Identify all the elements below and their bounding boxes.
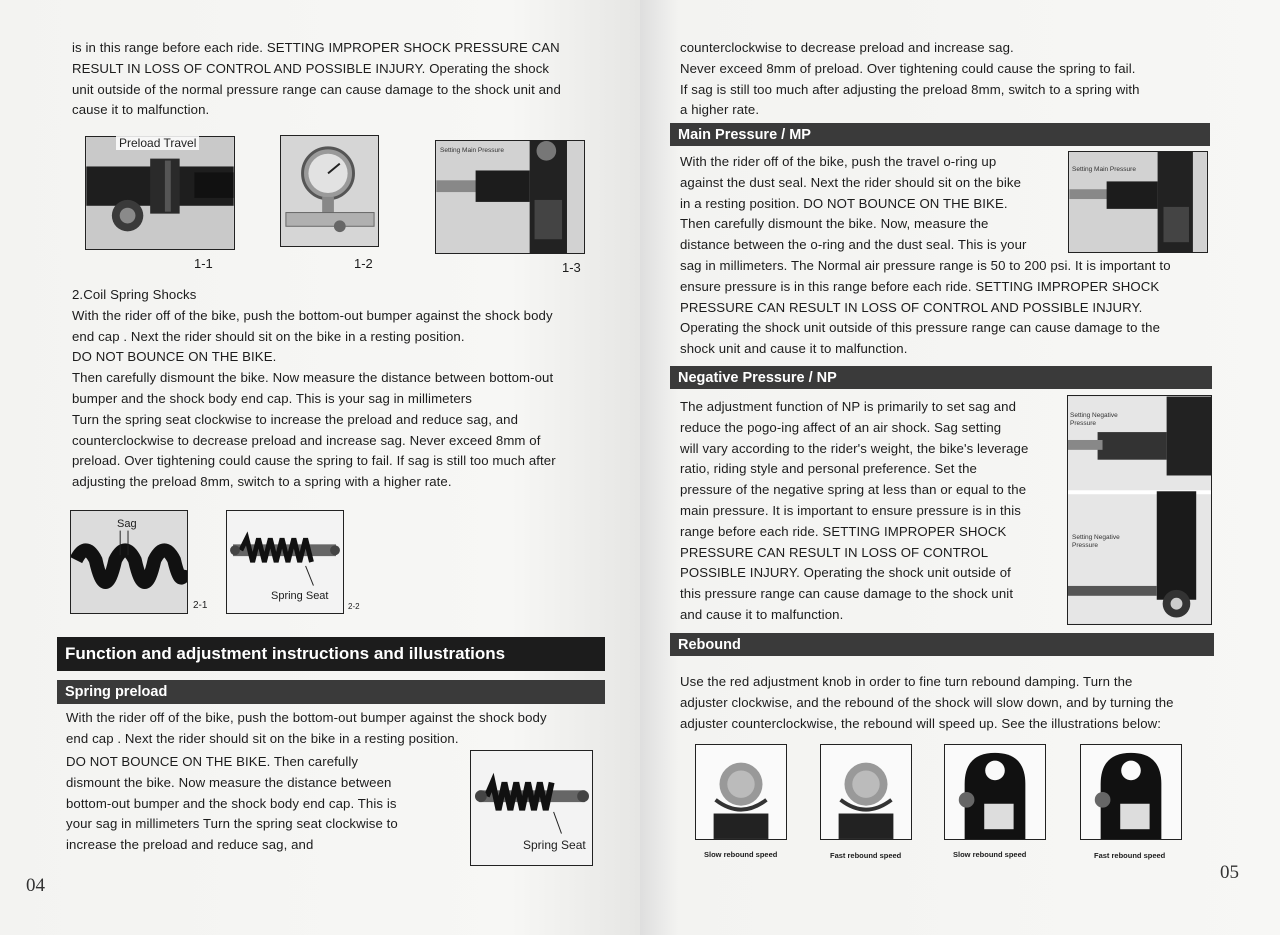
text-line: range before each ride. SETTING IMPROPER SHOCK xyxy=(680,523,1007,539)
right-intro-text xyxy=(680,38,1140,121)
spring-seat-label-2: Spring Seat xyxy=(271,590,329,602)
setting-main-pressure-label: Setting Main Pressure xyxy=(440,147,504,154)
text-line: 2.Coil Spring Shocks xyxy=(72,287,197,302)
label-line: Setting Negative xyxy=(1070,412,1118,419)
text-line: With the rider off of the bike, push the travel o-ring up xyxy=(680,154,997,169)
rebound-caption: Slow rebound speed xyxy=(704,850,778,859)
text-line: Turn the spring seat clockwise to increase the preload and reduce sag, and xyxy=(72,411,519,427)
section-title-function: Function and adjustment instructions and illustrations xyxy=(57,637,605,671)
main-pressure-text-wrap xyxy=(680,152,1027,256)
main-pressure-fig-label: Setting Main Pressure xyxy=(1072,166,1136,173)
sag-label: Sag xyxy=(117,518,137,530)
subsection-spring-preload: Spring preload xyxy=(57,680,605,704)
text-line: With the rider off of the bike, push the bottom-out bumper against the shock body xyxy=(66,710,547,725)
text-line: cause it to malfunction. xyxy=(72,102,210,118)
figure-rebound-knob xyxy=(695,744,787,840)
gauge-illustration xyxy=(281,136,378,246)
text-line: Then carefully dismount the bike. Now measure the distance between bottom-out xyxy=(72,370,554,386)
shock-photo-illustration xyxy=(86,137,234,249)
figure-setting-main-pressure xyxy=(435,140,585,254)
text-line: bottom-out bumper and the shock body end cap. This is xyxy=(66,795,397,811)
text-line: ensure pressure is in this range before each ride. SETTING IMPROPER SHOCK xyxy=(680,278,1160,294)
caption-1-1: 1-1 xyxy=(194,256,213,271)
preload-travel-label: Preload Travel xyxy=(116,136,199,150)
spring-preload-text-wrap xyxy=(66,752,398,856)
caption-1-3: 1-3 xyxy=(562,260,581,275)
rebound-caption: Fast rebound speed xyxy=(1094,851,1166,860)
text-line: DO NOT BOUNCE ON THE BIKE. Then carefully xyxy=(66,754,359,769)
text-line: adjuster clockwise, and the rebound of the shock will slow down, and by turning the xyxy=(680,694,1174,710)
figure-rebound-eyelet xyxy=(1080,744,1182,840)
figure-negative-pressure xyxy=(1067,395,1212,625)
text-line: will vary according to the rider's weight, the bike's leverage xyxy=(680,440,1029,456)
text-line: adjuster counterclockwise, the rebound will speed up. See the illustrations below: xyxy=(680,715,1162,731)
rebound-caption: Slow rebound speed xyxy=(953,850,1027,859)
figure-pressure-gauge xyxy=(280,135,379,247)
text-line: increase the preload and reduce sag, and xyxy=(66,837,314,853)
text-line: a higher rate. xyxy=(680,102,760,118)
text-line: PRESSURE CAN RESULT IN LOSS OF CONTROL xyxy=(680,544,989,560)
text-line: With the rider off of the bike, push the bottom-out bumper against the shock body xyxy=(72,307,553,323)
figure-rebound-eyelet xyxy=(944,744,1046,840)
text-line: counterclockwise to decrease preload and increase sag. xyxy=(680,40,1014,55)
pump-illustration xyxy=(436,141,584,253)
rebound-eyelet-illustration xyxy=(1081,745,1181,839)
subsection-rebound: Rebound xyxy=(670,633,1214,656)
text-line: counterclockwise to decrease preload and increase sag. Never exceed 8mm of xyxy=(72,432,541,448)
text-line: your sag in millimeters Turn the spring seat clockwise to xyxy=(66,816,398,832)
text-line: bumper and the shock body end cap. This is your sag in millimeters xyxy=(72,390,472,406)
text-line: Use the red adjustment knob in order to fine turn rebound damping. Turn the xyxy=(680,674,1133,689)
caption-2-2: 2-2 xyxy=(348,602,360,611)
text-line: reduce the pogo-ing affect of an air shock. Sag setting xyxy=(680,419,1002,435)
text-line: unit outside of the normal pressure range can cause damage to the shock unit and xyxy=(72,81,561,97)
figure-preload-travel xyxy=(85,136,235,250)
label-line: Pressure xyxy=(1070,420,1097,427)
rebound-eyelet-illustration xyxy=(945,745,1045,839)
spring-preload-text-full xyxy=(66,708,547,750)
text-line: shock unit and cause it to malfunction. xyxy=(680,341,908,357)
label-line: Pressure xyxy=(1072,542,1099,549)
page-number-left: 04 xyxy=(26,875,45,896)
rebound-knob-illustration xyxy=(821,745,911,839)
label-line: Setting Negative xyxy=(1072,534,1120,541)
main-pressure-text-full xyxy=(680,256,1171,360)
text-line: Then carefully dismount the bike. Now, measure the xyxy=(680,216,989,232)
subsection-negative-pressure: Negative Pressure / NP xyxy=(670,366,1212,389)
negative-fig-label-top xyxy=(1070,412,1118,428)
caption-2-1: 2-1 xyxy=(193,600,208,611)
text-line: in a resting position. DO NOT BOUNCE ON THE BIKE. xyxy=(680,195,1008,211)
text-line: dismount the bike. Now measure the distance between xyxy=(66,774,392,790)
text-line: sag in millimeters. The Normal air pressure range is 50 to 200 psi. It is important to xyxy=(680,258,1171,273)
text-line: is in this range before each ride. SETTING IMPROPER SHOCK PRESSURE CAN xyxy=(72,40,560,55)
text-line: ratio, riding style and personal preference. Set the xyxy=(680,461,977,477)
coil-spring-text xyxy=(72,285,556,493)
text-line: this pressure range can cause damage to the shock unit xyxy=(680,586,1014,602)
text-line: pressure of the negative spring at less than or equal to the xyxy=(680,482,1027,498)
rebound-knob-illustration xyxy=(696,745,786,839)
negative-fig-label-bottom xyxy=(1072,534,1120,550)
subsection-main-pressure: Main Pressure / MP xyxy=(670,123,1210,146)
text-line: Never exceed 8mm of preload. Over tightening could cause the spring to fail. xyxy=(680,60,1136,76)
text-line: end cap . Next the rider should sit on the bike in a resting position. xyxy=(72,328,465,344)
shock-negative-illustration xyxy=(1068,396,1211,624)
text-line: preload. Over tightening could cause the spring to fail. If sag is still too much after xyxy=(72,453,556,469)
text-line: end cap . Next the rider should sit on the bike in a resting position. xyxy=(66,730,459,746)
text-line: and cause it to malfunction. xyxy=(680,606,844,622)
left-intro-text xyxy=(72,38,561,121)
text-line: distance between the o-ring and the dust seal. This is your xyxy=(680,237,1027,253)
negative-pressure-text xyxy=(680,397,1028,626)
text-line: RESULT IN LOSS OF CONTROL AND POSSIBLE INJURY. Operating the shock xyxy=(72,60,550,76)
text-line: POSSIBLE INJURY. Operating the shock unit outside of xyxy=(680,565,1011,581)
caption-1-2: 1-2 xyxy=(354,256,373,271)
rebound-caption: Fast rebound speed xyxy=(830,851,902,860)
text-line: adjusting the preload 8mm, switch to a spring with a higher rate. xyxy=(72,474,452,490)
right-page xyxy=(640,0,1280,935)
figure-rebound-knob xyxy=(820,744,912,840)
text-line: If sag is still too much after adjusting the preload 8mm, switch to a spring with xyxy=(680,81,1140,97)
text-line: DO NOT BOUNCE ON THE BIKE. xyxy=(72,349,277,365)
spring-seat-label-3: Spring Seat xyxy=(523,838,586,852)
text-line: The adjustment function of NP is primarily to set sag and xyxy=(680,399,1017,414)
text-line: main pressure. It is important to ensure pressure is in this xyxy=(680,502,1021,518)
text-line: against the dust seal. Next the rider should sit on the bike xyxy=(680,174,1022,190)
page-number-right: 05 xyxy=(1220,862,1239,883)
text-line: PRESSURE CAN RESULT IN LOSS OF CONTROL AND POSSIBLE INJURY. xyxy=(680,299,1143,315)
text-line: Operating the shock unit outside of this pressure range can cause damage to the xyxy=(680,320,1161,336)
rebound-text xyxy=(680,672,1174,734)
